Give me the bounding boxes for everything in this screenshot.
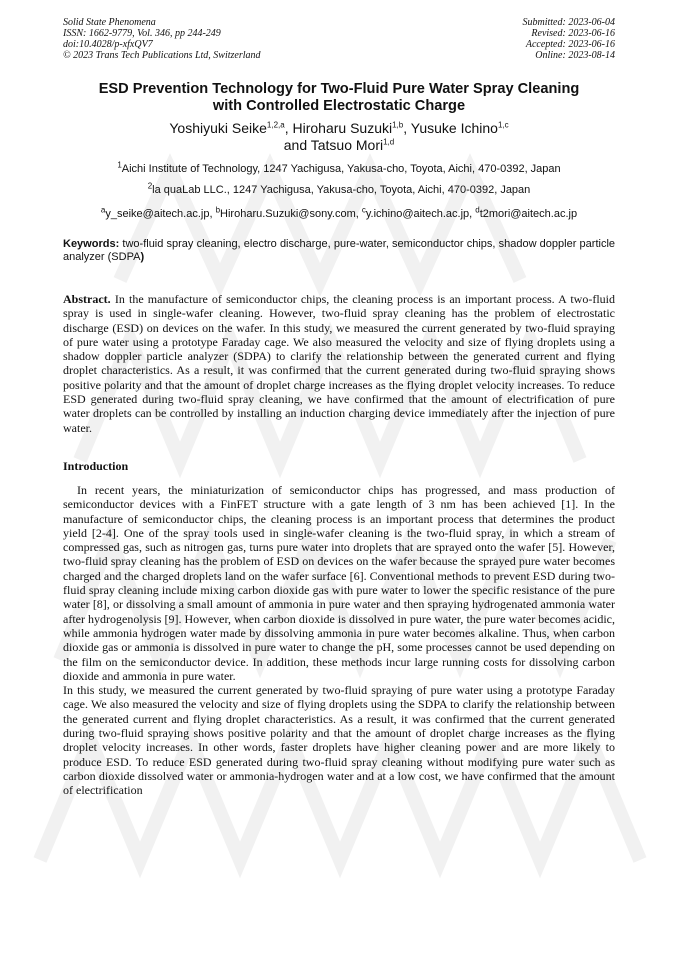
email-mark: a — [100, 205, 106, 215]
affiliation-mark: 2 — [147, 181, 153, 191]
journal-header — [63, 17, 615, 61]
keywords — [63, 238, 615, 264]
author-affiliation-mark: 1,c — [497, 120, 509, 130]
author-line-2 — [63, 137, 615, 154]
submission-dates — [523, 17, 616, 61]
author-line-1 — [63, 120, 615, 137]
abstract — [63, 292, 615, 435]
issn-line: ISSN: 1662-9779, Vol. 346, pp 244-249 — [63, 28, 221, 39]
abstract-label: Abstract. — [63, 292, 111, 306]
author-list — [63, 120, 615, 154]
affiliation-text: la quaLab LLC., 1247 Yachigusa, Yakusa-cho, Toyota, Aichi, 470-0392, Japan — [152, 184, 531, 196]
affiliation-2 — [63, 181, 615, 197]
online-date: Online: 2023-08-14 — [535, 50, 615, 61]
copyright-line: © 2023 Trans Tech Publications Ltd, Switzerland — [63, 50, 261, 61]
title-line-1: ESD Prevention Technology for Two-Fluid Pure Water Spray Cleaning — [98, 81, 580, 97]
introduction-paragraph-1: In recent years, the miniaturization of semiconductor chips has progressed, and mass production of semiconductor devices with a FinFET structure with a gate length of 3 nm has been achieved [1]. In the manufacture of semiconductor chips, the cleaning process is an important process that determines the product yield [2-4]. One of the spray tools used in single-wafer cleaning is the two-fluid spray, in which a stream of compressed gas, such as nitrogen gas, turns pure water into droplets that are sprayed onto the wafer [5]. However, two-fluid spray cleaning has the problem of ESD on devices on the wafer because the sprayed pure water becomes charged and the charged droplets land on the wafer surface [6]. Conventional methods to prevent ESD during two-fluid spray cleaning include mixing carbon dioxide gas with pure water to lower the specific resistance of the pure water [8], or dissolving a small amount of ammonia in pure water and then spraying hydrogenated ammonia water after hydrogenolysis [9]. However, when carbon dioxide is dissolved in pure water, the pure water becomes acidic, while ammonia hydrogen water made by dissolving ammonia in pure water becomes alkaline. Thus, when carbon dioxide gas or ammonia is dissolved in pure water to change the pH, some processes cannot be used depending on the film on the semiconductor device. In addition, these methods incur large running costs for dissolving carbon dioxide and ammonia in pure water. — [63, 482, 615, 683]
email-mark: c — [361, 205, 366, 215]
journal-name: Solid State Phenomena — [63, 17, 156, 28]
keywords-label: Keywords: — [63, 238, 120, 250]
accepted-date: Accepted: 2023-06-16 — [525, 39, 615, 50]
keywords-text: two-fluid spray cleaning, electro discharge, pure-water, semiconductor chips, shadow doppler particle analyzer (SDPA — [63, 238, 615, 263]
author-emails — [63, 205, 615, 221]
author-name: Hiroharu Suzuki — [292, 120, 393, 136]
revised-date: Revised: 2023-06-16 — [531, 28, 615, 39]
introduction-paragraph-2: In this study, we measured the current generated by two-fluid spraying of pure water using a prototype Faraday cage. We also measured the velocity and size of flying droplets using the SDPA to clarify the relationship between the generated current and flying droplet characteristics. As a result, it was confirmed that the current generated during two-fluid spraying shows positive polarity and that the amount of droplet charge increases as the flying droplet velocity increases. In other words, faster droplets have higher cleaning power and are more likely to produce ESD. To reduce ESD generated during two-fluid spray cleaning without modifying pure water such as carbon dioxide dissolved water or ammonia-hydrogen water and at a low cost, we have confirmed that the amount of electrification — [63, 683, 615, 798]
author-affiliation-mark: 1,2,a — [266, 120, 285, 130]
email-address: t2mori@aitech.ac.jp — [479, 208, 578, 220]
author-separator: , — [284, 120, 293, 136]
email-address: y_seike@aitech.ac.jp, — [105, 208, 216, 220]
paper-page — [63, 17, 615, 798]
journal-info — [63, 17, 261, 61]
title-line-2: with Controlled Electrostatic Charge — [212, 98, 466, 114]
affiliation-1 — [63, 160, 615, 176]
email-address: y.ichino@aitech.ac.jp, — [365, 208, 476, 220]
abstract-text: In the manufacture of semiconductor chips, the cleaning process is an important process. A two-fluid spray is used in single-wafer cleaning. However, two-fluid spray cleaning has the problem of electrostatic discharge (ESD) on devices on the wafer. In this study, we measured the current generated by two-fluid spraying of pure water using a prototype Faraday cage. We also measured the velocity and size of flying droplets using a shadow doppler particle analyzer (SDPA) to clarify the relationship between the generated current and flying droplet characteristics. As a result, it was confirmed that the current generated during two-fluid spraying shows positive polarity and that the amount of droplet charge increases as the flying droplet velocity increases. To reduce ESD generated during two-fluid spray cleaning, we have confirmed that the amount of electrification of pure water droplets can be controlled by installing an induction charging device immediately after the injection of pure water. — [63, 292, 615, 435]
author-affiliation-mark: 1,b — [392, 120, 404, 130]
section-heading-introduction: Introduction — [63, 458, 129, 473]
email-mark: b — [215, 205, 221, 215]
doi-line: doi:10.4028/p-xfxQV7 — [63, 39, 153, 50]
keywords-end: ) — [140, 251, 145, 263]
author-name: Yoshiyuki Seike — [169, 120, 267, 136]
author-separator: , — [403, 120, 411, 136]
affiliation-mark: 1 — [117, 160, 122, 170]
author-name: and Tatsuo Mori — [283, 137, 384, 153]
email-address: Hiroharu.Suzuki@sony.com, — [220, 208, 362, 220]
author-affiliation-mark: 1,d — [383, 137, 395, 147]
email-mark: d — [475, 205, 480, 215]
affiliation-text: Aichi Institute of Technology, 1247 Yachigusa, Yakusa-cho, Toyota, Aichi, 470-0392, Japan — [121, 163, 561, 175]
paper-title — [63, 81, 615, 115]
author-name: Yusuke Ichino — [410, 120, 498, 136]
submitted-date: Submitted: 2023-06-04 — [522, 17, 615, 28]
